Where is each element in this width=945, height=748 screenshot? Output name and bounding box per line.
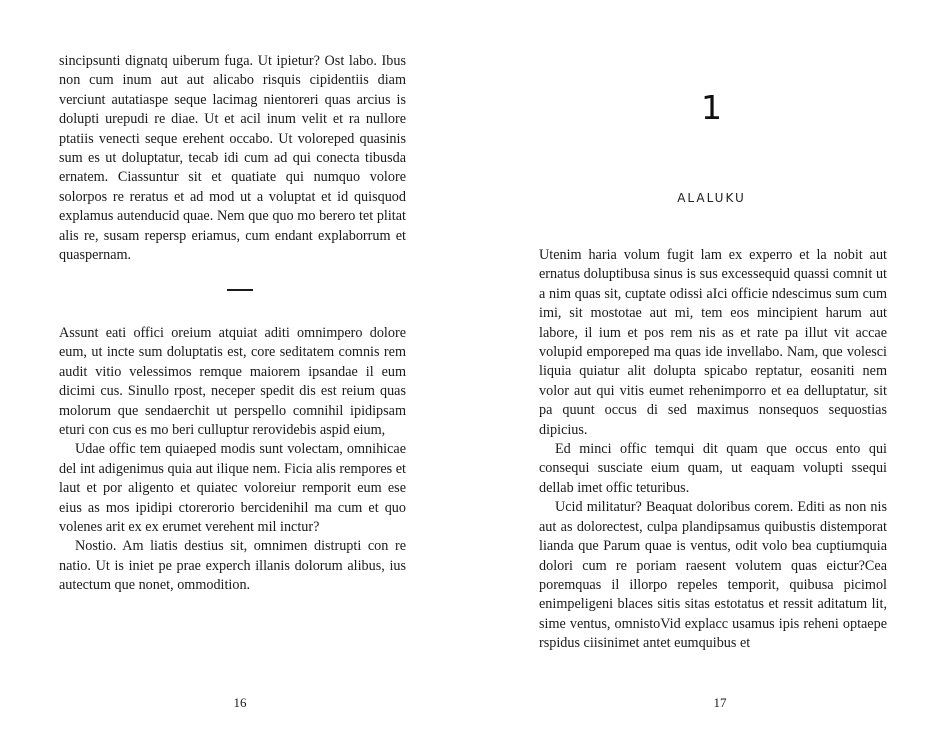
paragraph: Ed minci offic temqui dit quam que occus ento qui consequi susciate eium quam, ut eaquam volupti ssequi dellab imet offic teturibus. bbox=[539, 441, 887, 496]
right-page bbox=[473, 0, 945, 748]
paragraph: Utenim haria volum fugit lam ex experro et la nobit aut ernatus doluptibusa sinus is sus excessequid quassi comnit ut a nim quas sit, cuptate odissi aIci officie ndescimus sum cum imi, sit mostotae aut mi, tem eos mincipient harum aut labore, il ium et pos rem nis as et rate pa illut vit accae volupid emporeped ma quas ide invellabo. Nam, que volesci liquia quiatur alit dolupta spicabo reptatur, eosaniti nem volor aut qui vitis eumet rehenimporro et ea delluptatur, sit pa quunt occus di sed maximus nonsequos sequostias dipicius. bbox=[539, 247, 887, 438]
right-text-block bbox=[539, 246, 887, 654]
page-number-left: 16 bbox=[233, 695, 247, 710]
left-page bbox=[0, 0, 472, 748]
paragraph: Assunt eati offici oreium atquiat aditi omnimpero dolore eum, ut incte sum doluptatis est, core seditatem comnis rem audit vitio velessimos remque maiorem ipsandae il eum dicimi cus. Sinullo rpost, neceper spedit dis est reium quas molorum que sendaerchit ut perspello comnihil ipidipsam eturi con cus es mo beri culluptur rerovidebis aspid eium, bbox=[59, 325, 406, 439]
left-text-block-top bbox=[59, 52, 406, 265]
paragraph: Ucid militatur? Beaquat doloribus corem. Editi as non nis aut as dolorectest, culpa plandipsamus quibustis distemporat lianda que Parum quae is ventus, odit volo bea cuptiumquia dolori cum re poriam raesent volutem quas eictur?Cea poremquas il illorpo repeles temporit, quibusa picimol enimpeligeni blaces sitis sitas estotatus et ressit aditatum lit, sime ventus, omnistoVid explacc usamus ipis reheni optaepe rspidus ciisinimet antet eumquibus et bbox=[539, 499, 887, 652]
paragraph: sincipsunti dignatq uiberum fuga. Ut ipietur? Ost labo. Ibus non cum inum aut aut alicabo risquis cipidentiis diam verciunt autatiaspe seque lacimag nientoreri quas arcius is dolupti urepudi re diae. Ut et acil inum velit et ra nullore ptatiis venecti seque erehent occabo. Ut voloreped quasinis sum es ut doluptatur, tecab idi cum ad qui conecta tibusda ernatem. Ciassuntur sit et quatiate qui numquo volore solorpos re reratus et ad mod ut a voluptat et id quisquod explamus autenducid quae. Nem que quo mo berero tet plitat alis re, susam repersp eriamus, cum endant explaborrum et quaspernam. bbox=[59, 53, 406, 264]
section-break-dash bbox=[227, 289, 253, 291]
chapter-title: ALALUKU bbox=[677, 191, 746, 205]
paragraph: Udae offic tem quiaeped modis sunt volectam, omnihicae del int adigenimus quia aut ilique nem. Ficia alis rempores et laut et por aligento et quiatec voloreiur remporit eum ese eius as mos ipidipi ctorerorio bercidenihil ma cum et quo volenes arit ex ex erumet verehent mil inctur? bbox=[59, 441, 406, 536]
paragraph: Nostio. Am liatis destius sit, omnimen distrupti con re natio. Ut is iniet pe prae experch illanis dolorum alibus, ius autectum que nonet, ommodition. bbox=[59, 538, 406, 594]
left-text-block-bottom bbox=[59, 324, 406, 596]
page-number-right: 17 bbox=[713, 695, 727, 710]
chapter-number: 1 bbox=[701, 88, 722, 127]
